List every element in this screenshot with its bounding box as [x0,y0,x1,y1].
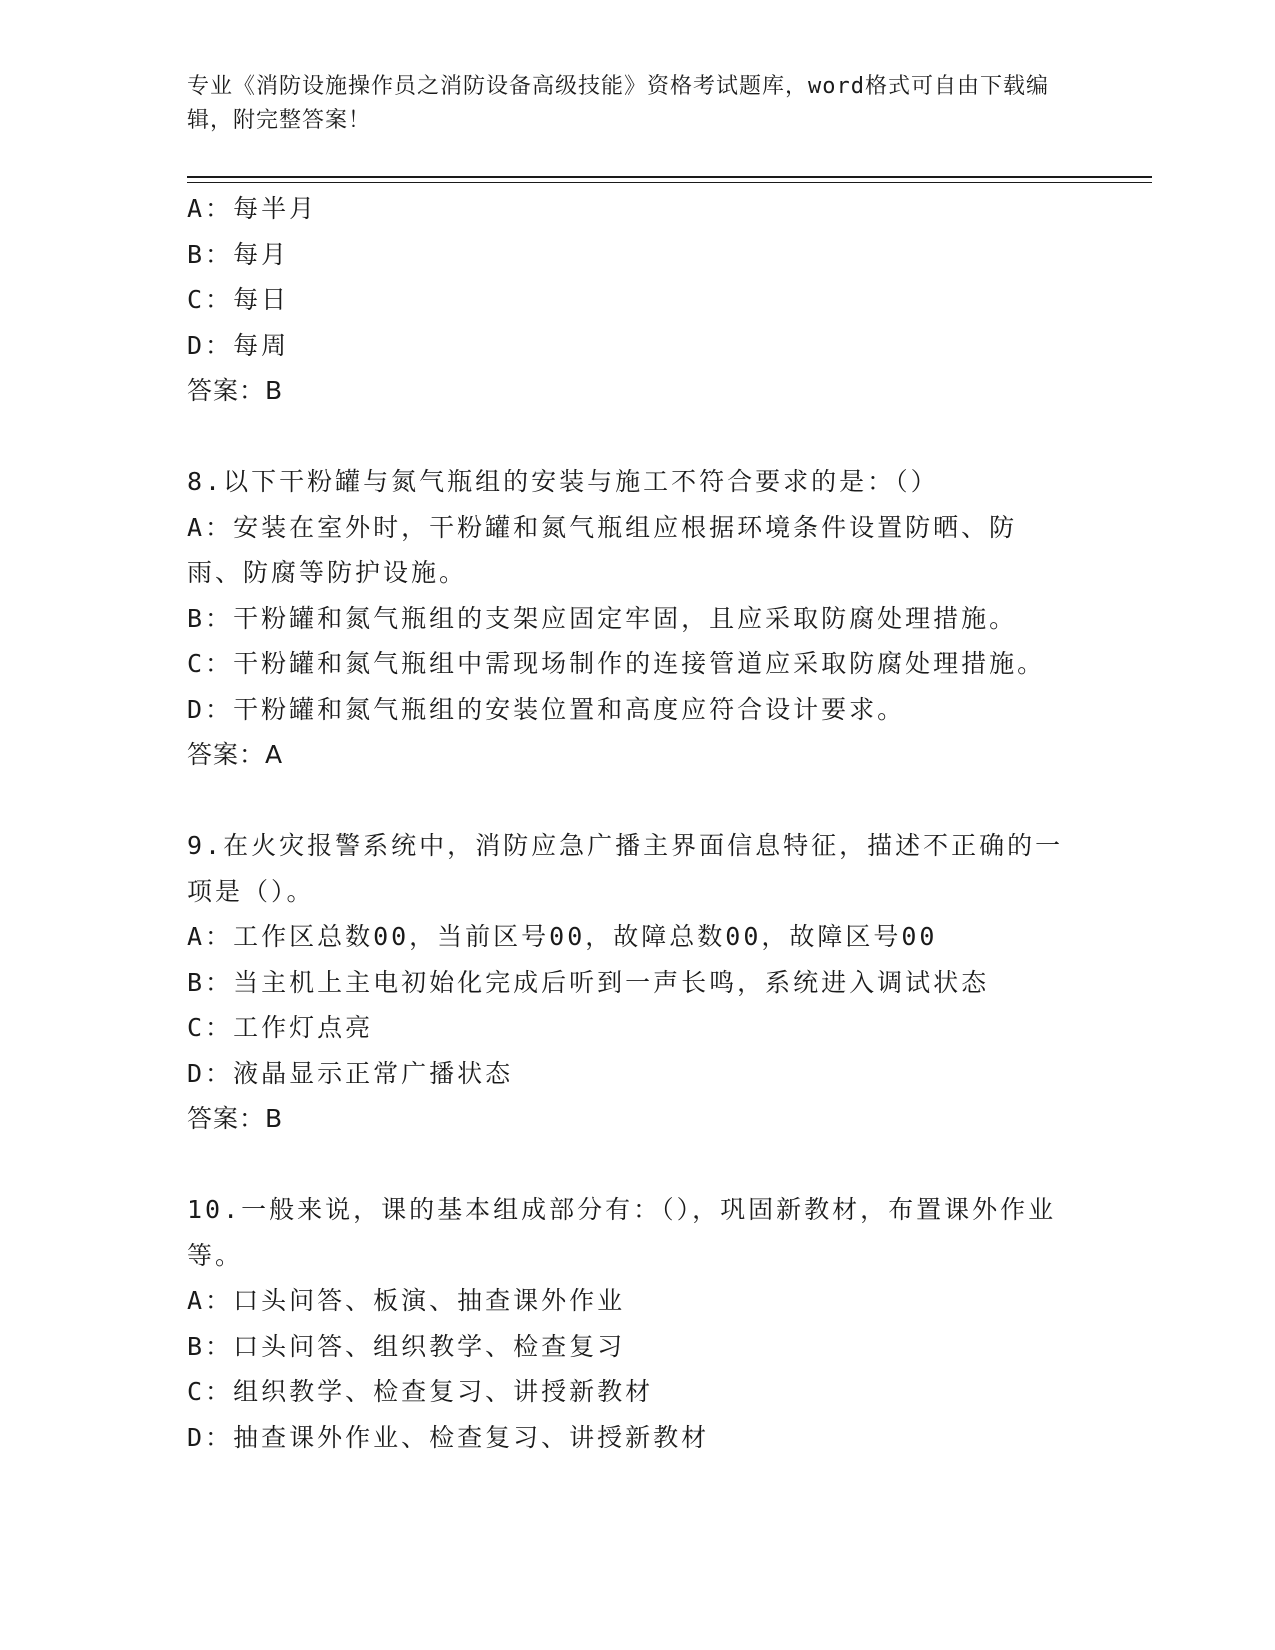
option-a [187,186,1087,232]
option-c [187,641,1087,687]
header-text: 专业《消防设施操作员之消防设备高级技能》资格考试题库，word格式可自由下载编辑，附完整答案！ [187,74,1049,133]
option-text: 工作区总数00，当前区号00，故障总数00，故障区号00 [233,922,938,951]
option-text: 液晶显示正常广播状态 [233,1058,514,1088]
option-b [187,232,1087,278]
option-b [187,1324,1087,1370]
option-text: 口头问答、板演、抽查课外作业 [233,1286,626,1315]
option-label: A： [187,512,234,542]
header-rule-thin [187,182,1152,183]
question-9 [187,823,1087,1142]
answer-line: 答案：A [187,740,284,769]
option-label: C： [187,1013,234,1042]
option-a [187,505,1067,596]
option-d [187,1415,1087,1461]
option-d [187,687,1087,733]
option-label: A： [187,922,234,951]
option-label: A： [187,194,234,223]
option-b [187,960,1087,1006]
option-c [187,1369,1087,1415]
option-text: 组织教学、检查复习、讲授新教材 [233,1377,654,1406]
option-label: C： [187,649,234,678]
question-stem: 9.在火灾报警系统中，消防应急广播主界面信息特征，描述不正确的一项是（）。 [187,831,1064,906]
header-rule-thick [187,176,1152,178]
option-text: 每半月 [233,194,318,223]
option-label: D： [187,694,234,724]
option-a [187,914,1087,960]
option-text: 干粉罐和氮气瓶组的支架应固定牢固，且应采取防腐处理措施。 [233,603,1018,633]
question-8 [187,459,1087,778]
option-text: 每日 [233,285,290,314]
option-d [187,1051,1087,1097]
option-label: B： [187,603,234,633]
option-text: 干粉罐和氮气瓶组的安装位置和高度应符合设计要求。 [233,694,906,724]
answer-line: 答案：B [187,1104,284,1133]
question-stem: 10.一般来说，课的基本组成部分有：（），巩固新教材，布置课外作业等。 [187,1195,1057,1270]
option-text: 每周 [233,330,290,360]
option-text: 工作灯点亮 [233,1013,374,1042]
option-text: 抽查课外作业、检查复习、讲授新教材 [233,1422,710,1452]
answer-line: 答案：B [187,376,284,405]
option-text: 当主机上主电初始化完成后听到一声长鸣，系统进入调试状态 [233,967,990,997]
option-label: D： [187,1422,234,1452]
option-text: 每月 [233,239,290,269]
option-d [187,323,1087,369]
option-text: 安装在室外时，干粉罐和氮气瓶组应根据环境条件设置防晒、防雨、防腐等防护设施。 [187,512,1018,587]
option-a [187,1278,1087,1324]
option-text: 干粉罐和氮气瓶组中需现场制作的连接管道应采取防腐处理措施。 [233,649,1046,678]
question-10 [187,1187,1087,1460]
continued-question [187,186,1087,414]
question-stem: 8.以下干粉罐与氮气瓶组的安装与施工不符合要求的是：（） [187,467,939,496]
option-label: D： [187,330,234,360]
option-b [187,596,1087,642]
option-c [187,277,1087,323]
option-label: C： [187,1377,234,1406]
option-label: B： [187,1331,234,1361]
option-label: B： [187,239,234,269]
option-label: C： [187,285,234,314]
option-label: B： [187,967,234,997]
option-label: A： [187,1286,234,1315]
option-c [187,1005,1087,1051]
question-content [187,186,1087,1460]
option-label: D： [187,1058,234,1088]
option-text: 口头问答、组织教学、检查复习 [233,1331,626,1361]
